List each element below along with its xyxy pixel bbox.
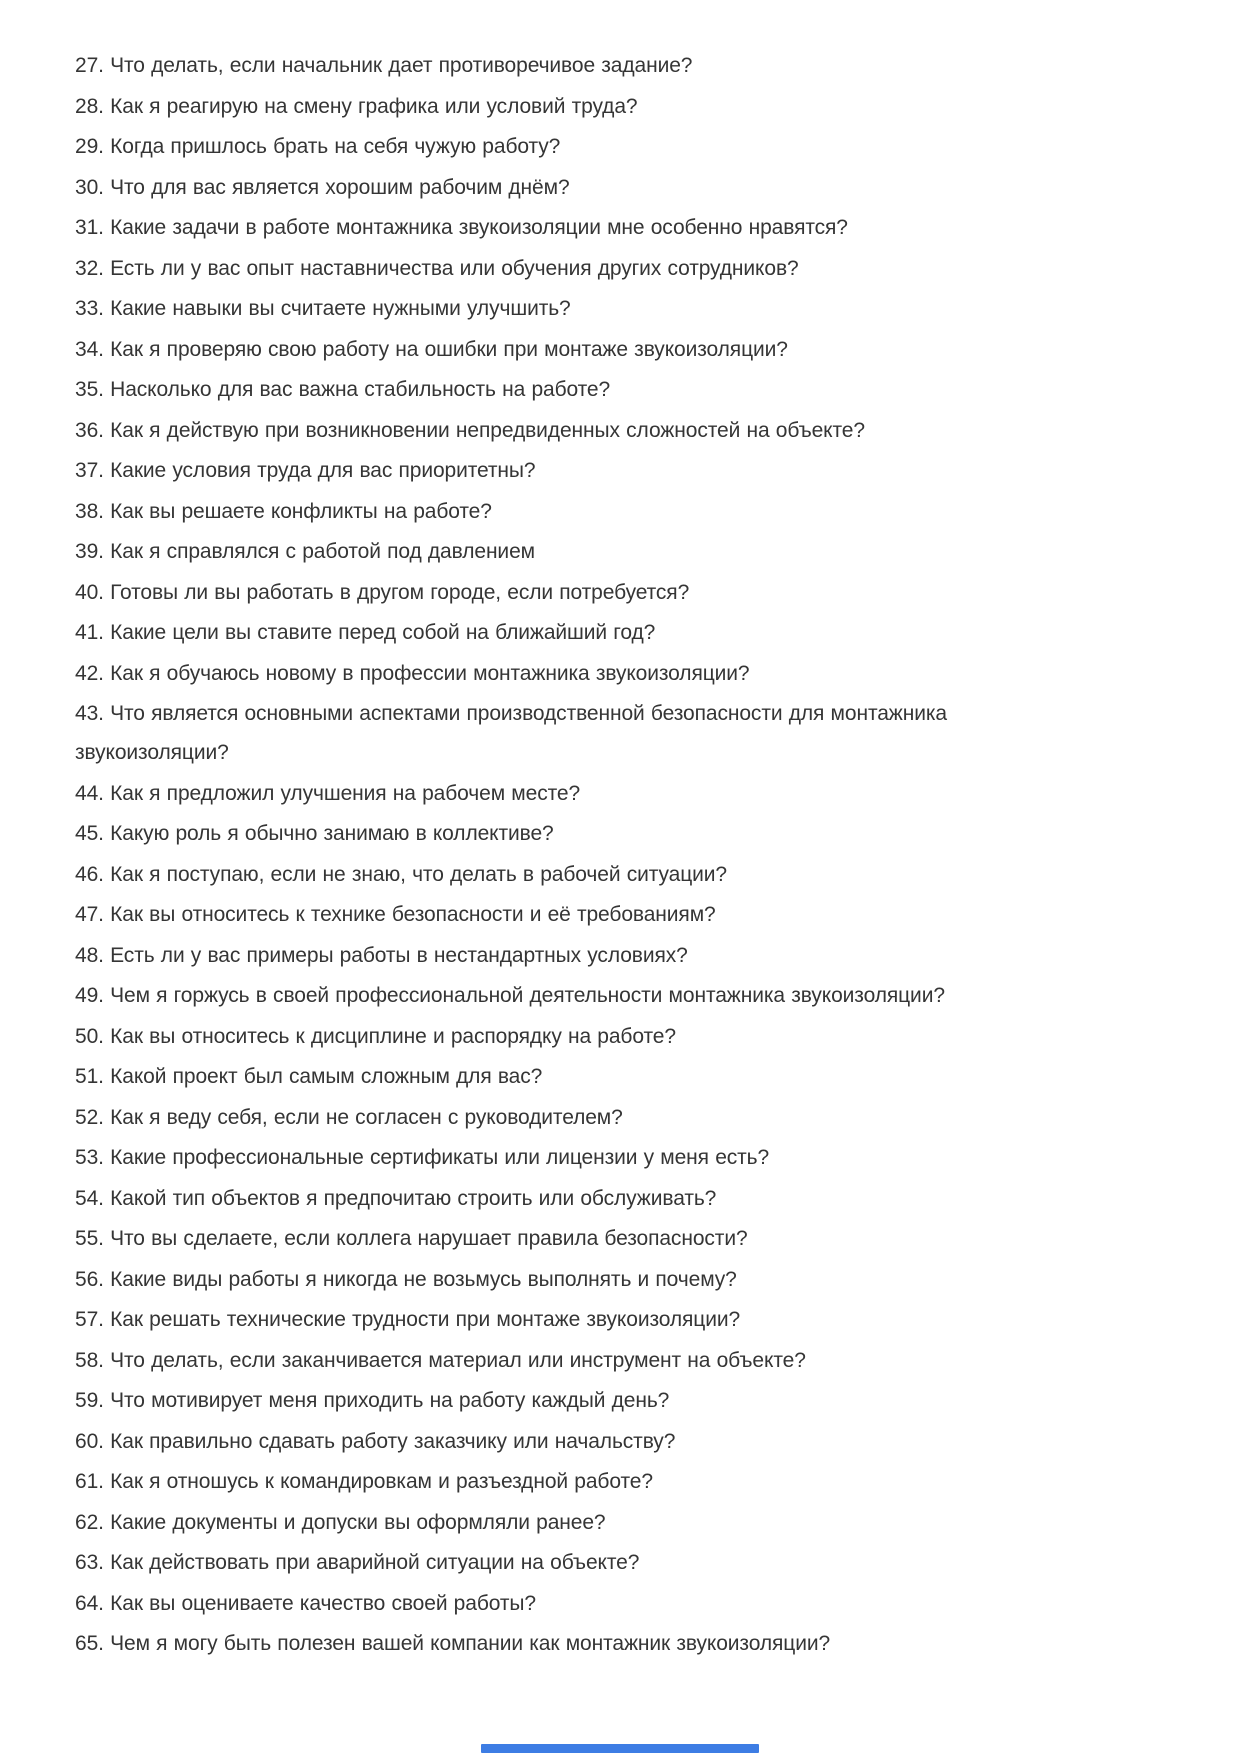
- question-item: 54. Какой тип объектов я предпочитаю строить или обслуживать?: [75, 1186, 717, 1210]
- question-item: 42. Как я обучаюсь новому в профессии монтажника звукоизоляции?: [75, 661, 750, 685]
- question-item: 55. Что вы сделаете, если коллега нарушает правила безопасности?: [75, 1227, 748, 1250]
- question-item: 57. Как решать технические трудности при монтаже звукоизоляции?: [75, 1308, 741, 1331]
- question-item: 52. Как я веду себя, если не согласен с руководителем?: [75, 1105, 623, 1129]
- question-item: 33. Какие навыки вы считаете нужными улучшить?: [75, 297, 571, 320]
- question-item: 30. Что для вас является хорошим рабочим днём?: [75, 175, 570, 199]
- question-item: 27. Что делать, если начальник дает противоречивое задание?: [75, 54, 693, 77]
- question-item: 61. Как я отношусь к командировкам и разъездной работе?: [75, 1470, 653, 1493]
- question-item: 31. Какие задачи в работе монтажника звукоизоляции мне особенно нравятся?: [75, 216, 848, 239]
- question-item: 29. Когда пришлось брать на себя чужую работу?: [75, 135, 561, 158]
- question-item: 44. Как я предложил улучшения на рабочем месте?: [75, 781, 581, 805]
- question-item: 38. Как вы решаете конфликты на работе?: [75, 499, 492, 523]
- question-item: 60. Как правильно сдавать работу заказчику или начальству?: [75, 1429, 676, 1453]
- question-item: 56. Какие виды работы я никогда не возьмусь выполнять и почему?: [75, 1267, 737, 1291]
- question-item: 50. Как вы относитесь к дисциплине и распорядку на работе?: [75, 1024, 676, 1048]
- question-item: 39. Как я справлялся с работой под давлением: [75, 540, 535, 563]
- question-item: 63. Как действовать при аварийной ситуации на объекте?: [75, 1551, 640, 1574]
- question-item: 47. Как вы относитесь к технике безопасности и её требованиям?: [75, 903, 716, 926]
- bottom-accent-bar: [481, 1744, 759, 1753]
- question-item: 36. Как я действую при возникновении непредвиденных сложностей на объекте?: [75, 418, 865, 442]
- question-item: 46. Как я поступаю, если не знаю, что делать в рабочей ситуации?: [75, 862, 727, 886]
- question-item: 53. Какие профессиональные сертификаты или лицензии у меня есть?: [75, 1146, 770, 1169]
- question-item: 48. Есть ли у вас примеры работы в нестандартных условиях?: [75, 943, 688, 967]
- question-item: 65. Чем я могу быть полезен вашей компании как монтажник звукоизоляции?: [75, 1632, 831, 1655]
- question-item: 35. Насколько для вас важна стабильность на работе?: [75, 378, 611, 401]
- question-item: 62. Какие документы и допуски вы оформляли ранее?: [75, 1510, 606, 1534]
- question-item: 49. Чем я горжусь в своей профессиональной деятельности монтажника звукоизоляции?: [75, 984, 945, 1007]
- question-item: 64. Как вы оцениваете качество своей работы?: [75, 1591, 536, 1615]
- question-item: 41. Какие цели вы ставите перед собой на ближайший год?: [75, 621, 656, 644]
- question-item: 45. Какую роль я обычно занимаю в коллективе?: [75, 822, 554, 845]
- question-item: 59. Что мотивирует меня приходить на работу каждый день?: [75, 1389, 670, 1412]
- question-item: 37. Какие условия труда для вас приоритетны?: [75, 459, 536, 482]
- question-item: 34. Как я проверяю свою работу на ошибки при монтаже звукоизоляции?: [75, 337, 788, 361]
- question-item: 51. Какой проект был самым сложным для вас?: [75, 1065, 543, 1088]
- question-item: 58. Что делать, если заканчивается материал или инструмент на объекте?: [75, 1348, 806, 1372]
- question-item: 40. Готовы ли вы работать в другом городе, если потребуется?: [75, 580, 690, 604]
- question-item: 32. Есть ли у вас опыт наставничества или обучения других сотрудников?: [75, 256, 799, 280]
- question-item: 43. Что является основными аспектами производственной безопасности для монтажника звукоизоляции?: [75, 702, 948, 764]
- question-item: 28. Как я реагирую на смену графика или условий труда?: [75, 94, 638, 118]
